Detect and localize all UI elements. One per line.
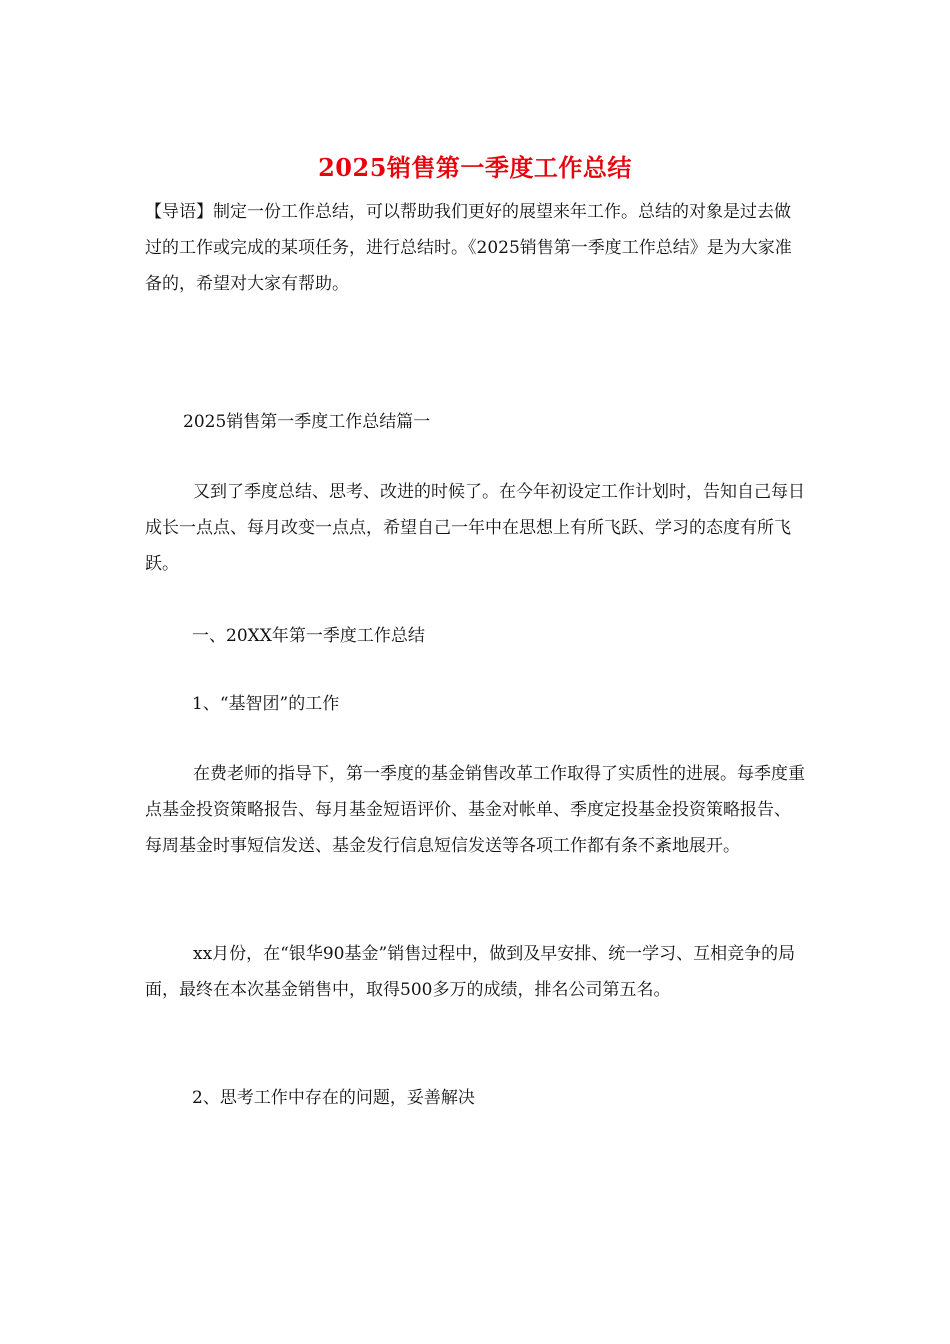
- heading-item-1: 1、“基智团”的工作: [192, 694, 340, 714]
- heading-part-one: 一、20XX年第一季度工作总结: [192, 626, 425, 646]
- body-paragraph-1: 又到了季度总结、思考、改进的时候了。在今年初设定工作计划时，告知自己每日成长一点点、每月改变一点点，希望自己一年中在思想上有所飞跃、学习的态度有所飞跃。: [145, 482, 805, 574]
- body-paragraph-3: xx月份，在“银华90基金”销售过程中，做到及早安排、统一学习、互相竞争的局面，最终在本次基金销售中，取得500多万的成绩，排名公司第五名。: [145, 944, 796, 1000]
- heading-item-2: 2、思考工作中存在的问题，妥善解决: [192, 1088, 475, 1108]
- section-heading: 2025销售第一季度工作总结篇一: [183, 412, 431, 432]
- body-paragraph-2: 在费老师的指导下，第一季度的基金销售改革工作取得了实质性的进展。每季度重点基金投资策略报告、每月基金短语评价、基金对帐单、季度定投基金投资策略报告、每周基金时事短信发送、基金发行信息短信发送等各项工作都有条不紊地展开。: [145, 764, 805, 856]
- document-title: 2025销售第一季度工作总结: [318, 153, 632, 182]
- intro-paragraph: 【导语】制定一份工作总结，可以帮助我们更好的展望来年工作。总结的对象是过去做过的工作或完成的某项任务，进行总结时。《2025销售第一季度工作总结》是为大家准备的，希望对大家有帮助。: [145, 202, 792, 294]
